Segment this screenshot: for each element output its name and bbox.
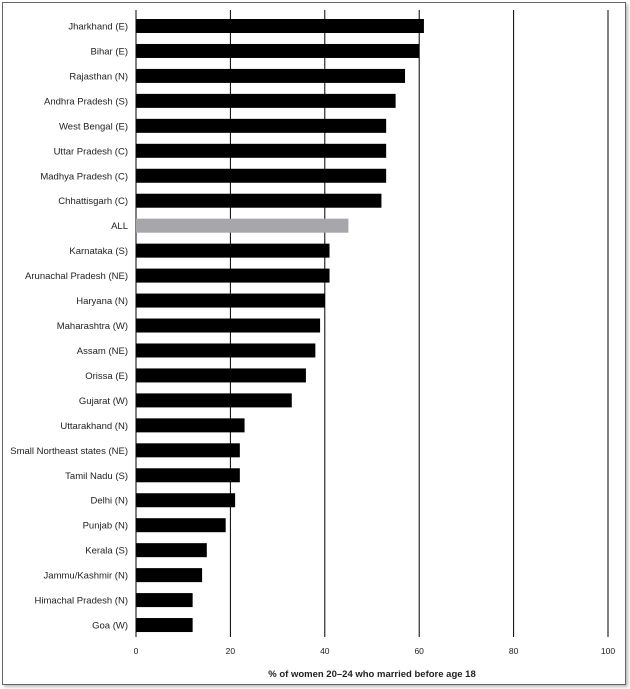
bar-kerala-s xyxy=(136,543,207,557)
category-label: Himachal Pradesh (N) xyxy=(34,595,128,607)
bar-punjab-n xyxy=(136,518,226,532)
category-label: Arunachal Pradesh (NE) xyxy=(25,271,128,283)
category-label: ALL xyxy=(111,221,128,233)
category-label: Gujarat (W) xyxy=(78,395,128,407)
bar-chhattisgarh-c xyxy=(136,194,381,208)
bar-orissa-e xyxy=(136,368,306,382)
category-label: Kerala (S) xyxy=(85,545,128,557)
bar-rajasthan-n xyxy=(136,69,405,83)
bar-small-northeast-states-ne xyxy=(136,443,240,457)
x-axis-ticks xyxy=(134,646,616,656)
x-tick-label-60: 60 xyxy=(414,646,424,656)
category-label: Goa (W) xyxy=(92,620,128,632)
x-tick-label-80: 80 xyxy=(508,646,519,656)
category-label: Madhya Pradesh (C) xyxy=(40,171,128,183)
category-label: Maharashtra (W) xyxy=(56,321,128,333)
category-label: Karnataka (S) xyxy=(69,246,128,258)
bar-delhi-n xyxy=(136,493,235,507)
bar-haryana-n xyxy=(136,294,325,308)
x-tick-label-100: 100 xyxy=(600,646,616,656)
bar-jammu-kashmir-n xyxy=(136,568,202,582)
bar-andhra-pradesh-s xyxy=(136,94,396,108)
category-label: Bihar (E) xyxy=(90,46,128,58)
category-label: Uttar Pradesh (C) xyxy=(53,146,128,158)
x-axis-title: % of women 20–24 who married before age 18 xyxy=(268,669,476,680)
bar-uttarakhand-n xyxy=(136,418,245,432)
x-tick-label-40: 40 xyxy=(320,646,330,656)
x-tick-label-20: 20 xyxy=(225,646,236,656)
category-label: Assam (NE) xyxy=(76,345,128,357)
bar-karnataka-s xyxy=(136,244,330,258)
category-label: West Bengal (E) xyxy=(59,121,128,133)
category-label: Uttarakhand (N) xyxy=(60,420,128,432)
category-label: Orissa (E) xyxy=(85,370,128,382)
bar-himachal-pradesh-n xyxy=(136,593,193,607)
bar-assam-ne xyxy=(136,343,315,357)
category-label: Small Northeast states (NE) xyxy=(10,445,128,457)
bar-arunachal-pradesh-ne xyxy=(136,269,330,283)
bar-tamil-nadu-s xyxy=(136,468,240,482)
category-label: Tamil Nadu (S) xyxy=(65,470,128,482)
bar-west-bengal-e xyxy=(136,119,386,133)
bar-gujarat-w xyxy=(136,393,292,407)
category-label: Punjab (N) xyxy=(82,520,128,532)
category-label: Jharkhand (E) xyxy=(68,21,128,33)
bar-jharkhand-e xyxy=(136,19,424,33)
bar-all xyxy=(136,219,348,233)
category-label: Rajasthan (N) xyxy=(69,71,128,83)
category-label: Jammu/Kashmir (N) xyxy=(43,570,128,582)
category-labels xyxy=(10,22,128,632)
bar-uttar-pradesh-c xyxy=(136,144,386,158)
category-label: Haryana (N) xyxy=(76,296,128,308)
category-label: Delhi (N) xyxy=(90,495,128,507)
bars xyxy=(136,19,424,632)
bar-bihar-e xyxy=(136,44,419,58)
bar-madhya-pradesh-c xyxy=(136,169,386,183)
category-label: Chhattisgarh (C) xyxy=(58,196,128,208)
x-tick-label-0: 0 xyxy=(133,646,139,656)
bar-maharashtra-w xyxy=(136,319,320,333)
category-label: Andhra Pradesh (S) xyxy=(44,96,128,108)
bar-goa-w xyxy=(136,618,193,632)
